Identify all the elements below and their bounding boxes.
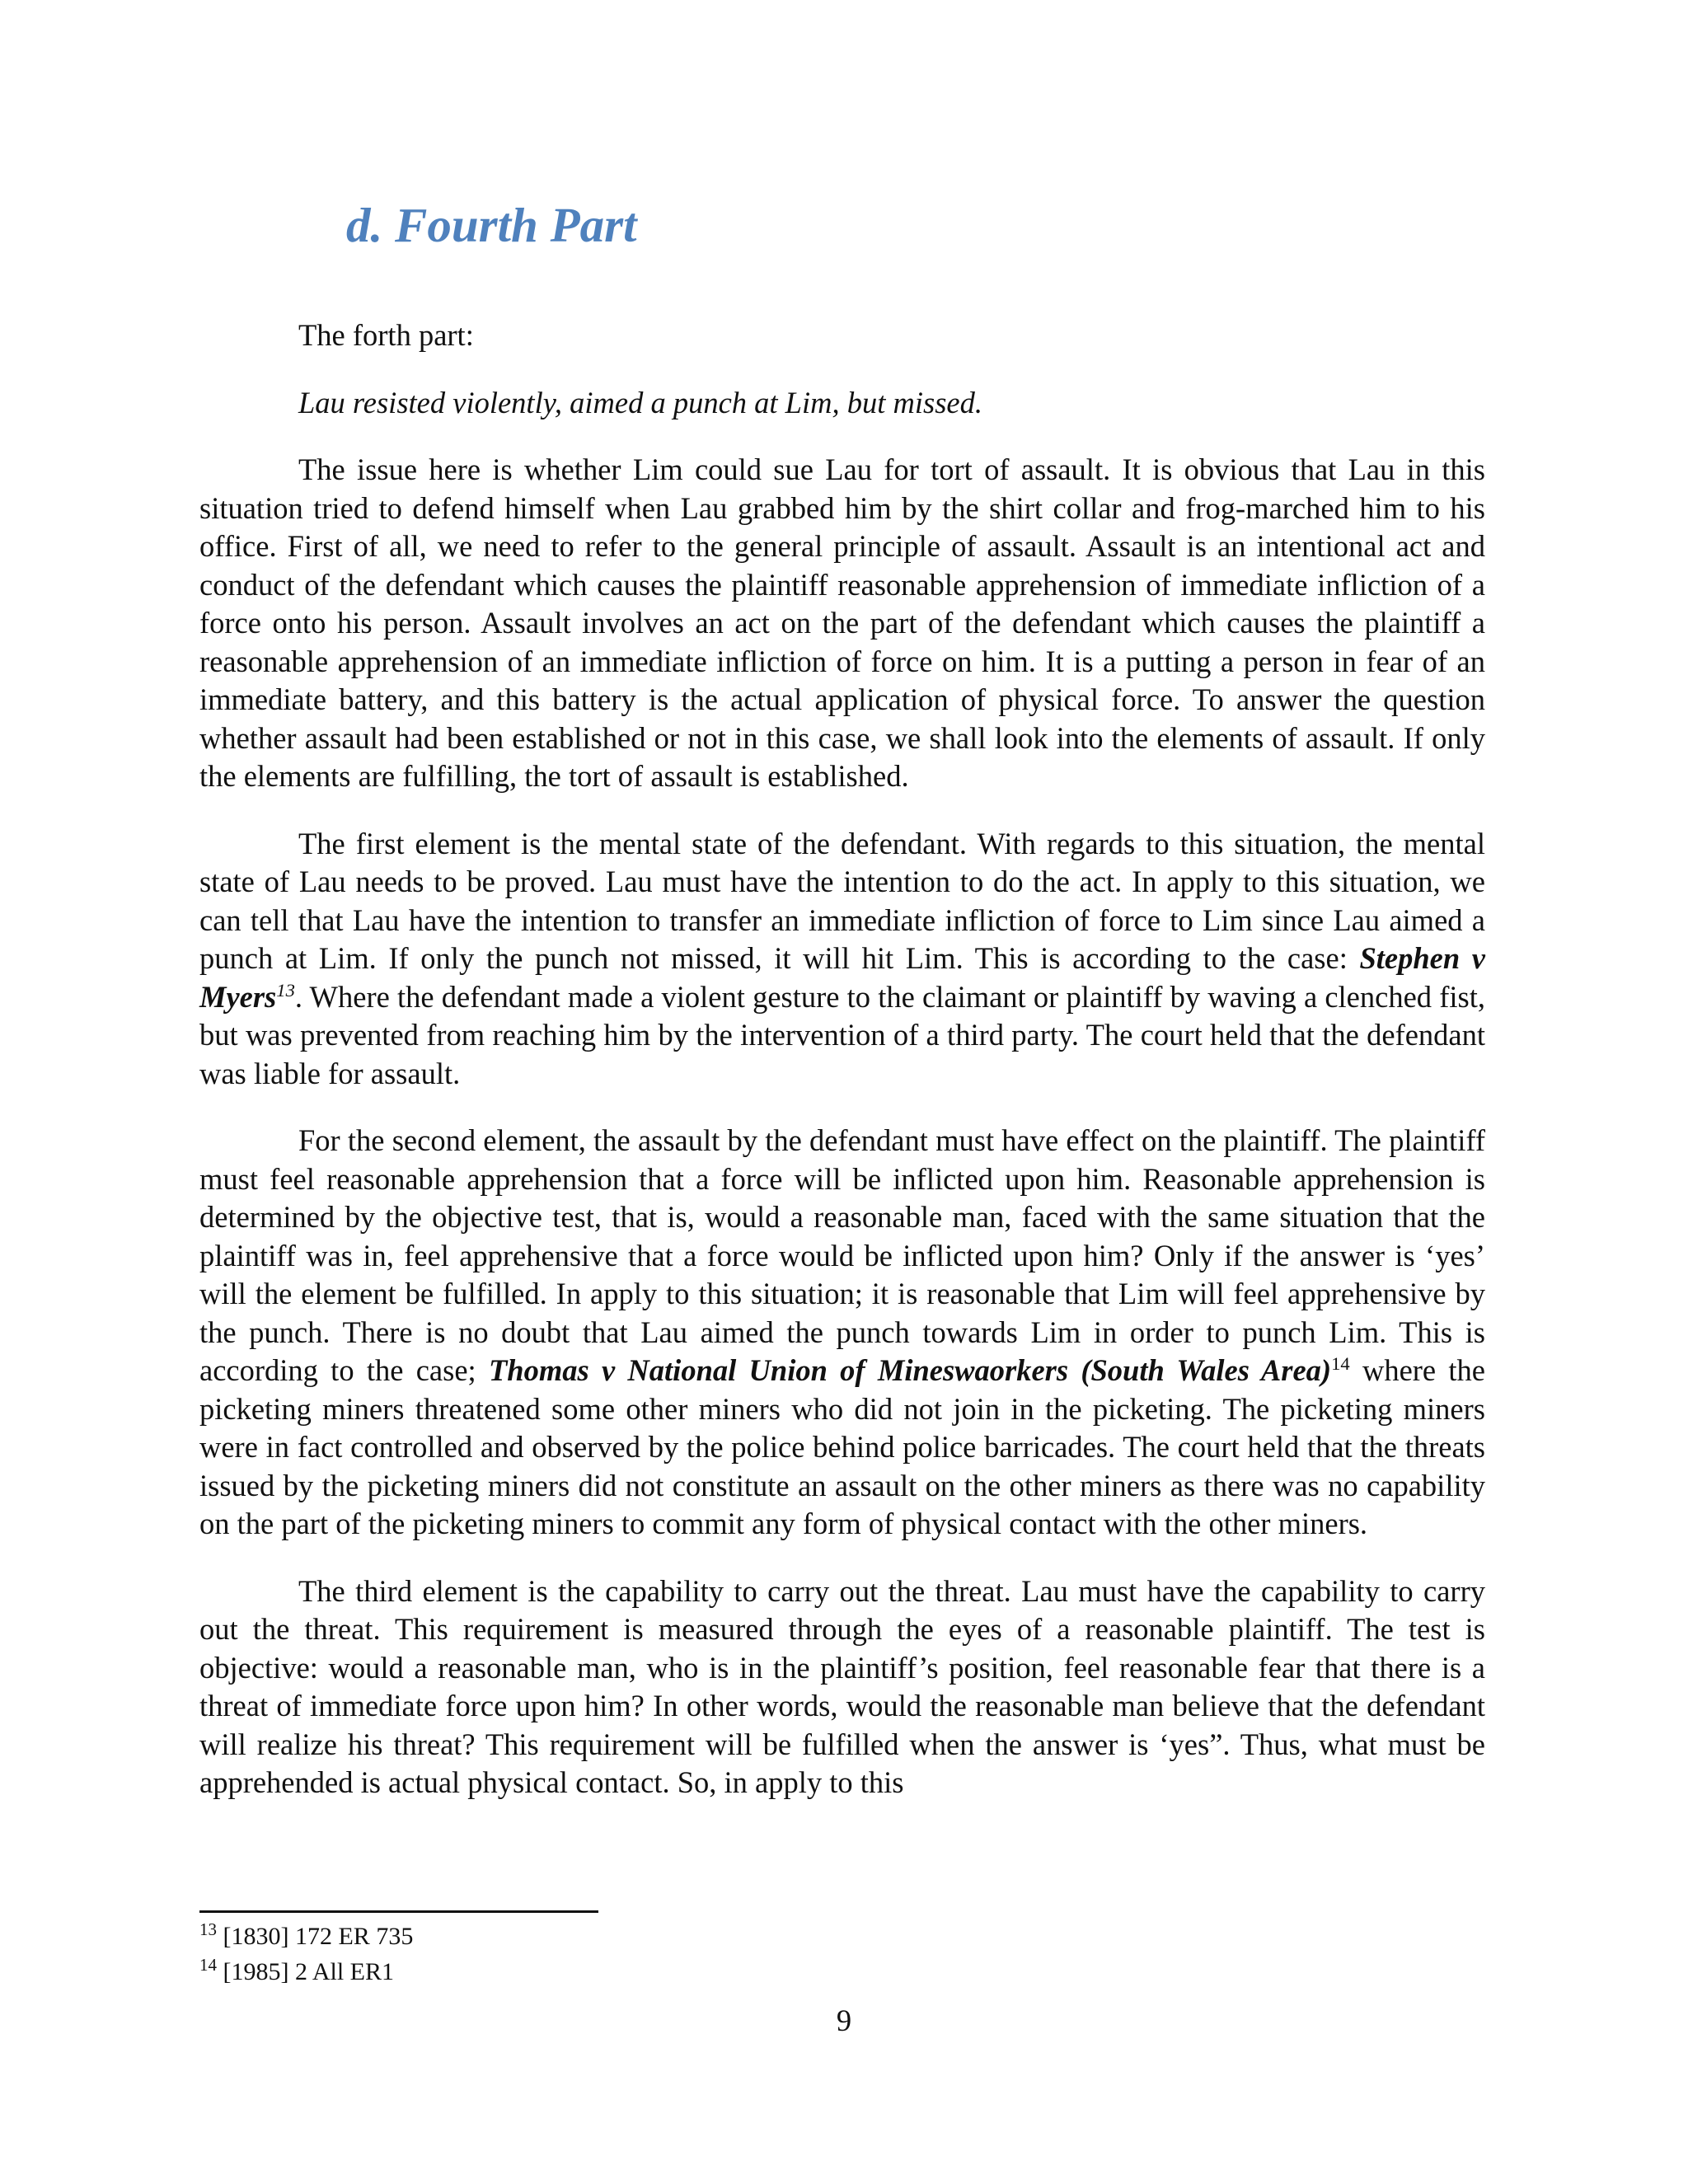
footnote-ref-13[interactable]: 13 (276, 979, 295, 1001)
intro-paragraph: The forth part: (298, 318, 474, 352)
section-heading: d. Fourth Part (346, 198, 637, 252)
paragraph-second-element (199, 1122, 1485, 1544)
paragraph-first-element (199, 825, 1485, 1094)
paragraph-text: For the second element, the assault by the defendant must have effect on the plaintiff. The plaintiff must feel reasonable apprehension that a force will be inflicted upon him. Reasonable apprehension is determined by the objective test, that is, would a reasonable man, faced with the same situation that the plaintiff was in, feel apprehensive that a force would be inflicted upon him? Only if the answer is ‘yes’ will the element be fulfilled. In apply to this situation; it is reasonable that Lim will feel apprehensive by the punch. There is no doubt that Lau aimed the punch towards Lim in order to punch Lim. This is according to the case; (199, 1123, 1485, 1387)
body-text (199, 316, 1485, 1831)
case-citation-thomas-v-num: Thomas v National Union of Mineswaorkers (South Wales Area) (488, 1353, 1332, 1387)
footnote-text: [1830] 172 ER 735 (223, 1923, 414, 1950)
paragraph-text: The first element is the mental state of the defendant. With regards to this situation, the mental state of Lau needs to be proved. Lau must have the intention to do the act. In apply to this situation, we can tell that Lau have the intention to transfer an immediate infliction of force to Lim since Lau aimed a punch at Lim. If only the punch not missed, it will hit Lim. This is according to the case: (199, 826, 1485, 975)
footnote-number: 14 (199, 1955, 217, 1975)
footnote-14 (199, 1954, 413, 1990)
footnote-number: 13 (199, 1919, 217, 1939)
footnote-13 (199, 1919, 413, 1954)
paragraph-issue: The issue here is whether Lim could sue Lau for tort of assault. It is obvious that Lau in this situation tried to defend himself when Lau grabbed him by the shirt collar and frog-marched him to his office. First of all, we need to refer to the general principle of assault. Assault is an intentional act and conduct of the defendant which causes the plaintiff reasonable apprehension of immediate infliction of a force onto his person. Assault involves an act on the part of the defendant which causes the plaintiff a reasonable apprehension of an immediate infliction of force on him. It is a putting a person in fear of an immediate battery, and this battery is the actual application of physical force. To answer the question whether assault had been established or not in this case, we shall look into the elements of assault. If only the elements are fulfilling, the tort of assault is established. (199, 452, 1485, 793)
paragraph-third-element: The third element is the capability to carry out the threat. Lau must have the capability to carry out the threat. This requirement is measured through the eyes of a reasonable plaintiff. The test is objective: would a reasonable man, who is in the plaintiff’s position, feel reasonable fear that there is a threat of immediate force upon him? In other words, would the reasonable man believe that the defendant will realize his threat? This requirement will be fulfilled when the answer is ‘yes”. Thus, what must be apprehended is actual physical contact. So, in apply to this (199, 1573, 1485, 1799)
page-number: 9 (836, 2004, 852, 2037)
paragraph-text: where the picketing miners threatened some other miners who did not join in the picketing. The picketing miners were in fact controlled and observed by the police behind police barricades. The court held that the threats issued by the picketing miners did not constitute an assault on the other miners as there was no capability on the part of the picketing miners to commit any form of physical contact with the other miners. (199, 1353, 1486, 1540)
paragraph-text: . Where the defendant made a violent gesture to the claimant or plaintiff by waving a clenched fist, but was prevented from reaching him by the intervention of a third party. The court held that the defendant was liable for assault. (199, 979, 1485, 1090)
footnote-text: [1985] 2 All ER1 (223, 1958, 394, 1985)
facts-quote: Lau resisted violently, aimed a punch at Lim, but missed. (298, 385, 982, 419)
footnote-ref-14[interactable]: 14 (1331, 1352, 1350, 1374)
footnote-separator (199, 1910, 598, 1913)
footnotes (199, 1919, 413, 1990)
case-citation-stephen-v-myers: Stephen v Myers (199, 941, 1485, 1014)
